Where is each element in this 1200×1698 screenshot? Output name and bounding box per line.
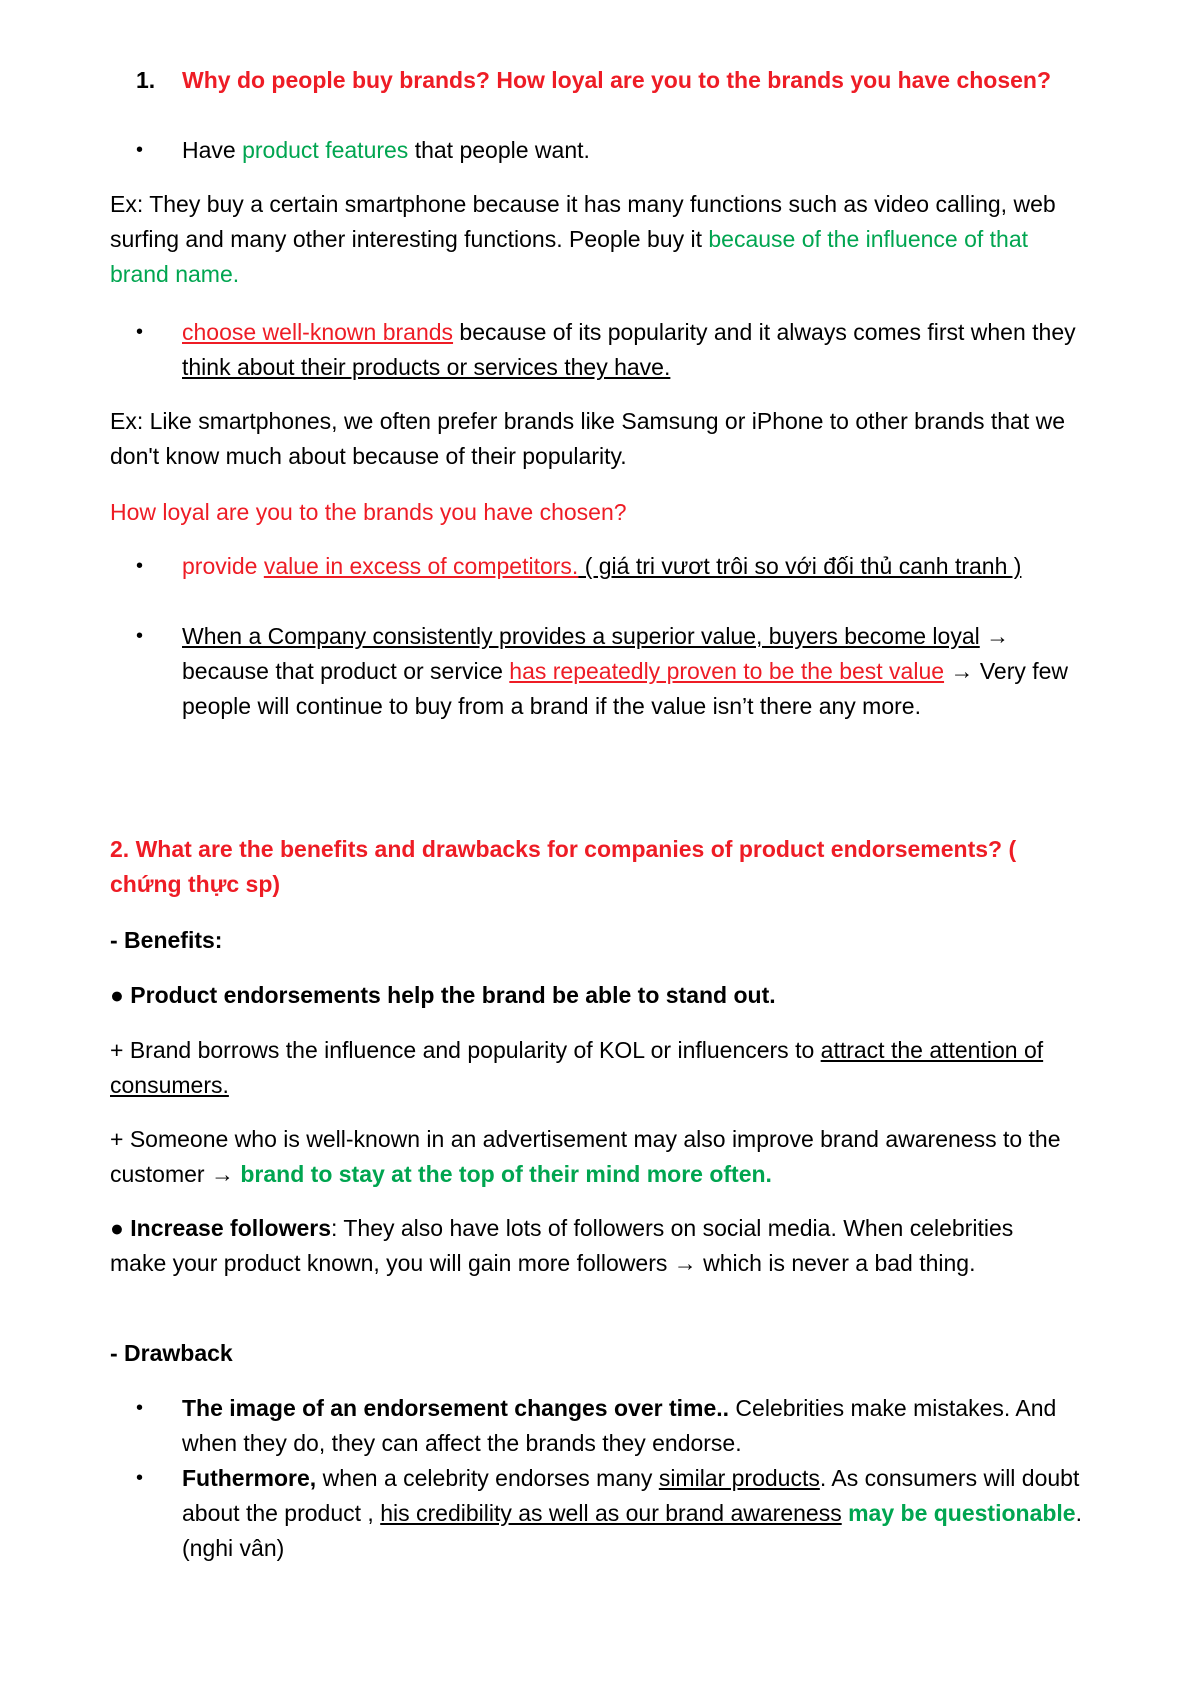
q1-loyal-heading: How loyal are you to the brands you have chosen? (110, 499, 627, 525)
q2-benefits-label: - Benefits: (110, 927, 223, 953)
arrow-right-icon: → (673, 1250, 697, 1276)
round-bullet-icon: ● (110, 1215, 124, 1241)
bullet-icon: • (136, 321, 144, 343)
bullet-icon: • (136, 1397, 144, 1419)
q1-example-2: Ex: Like smartphones, we often prefer brands like Samsung or iPhone to other brands that we don't know much about because of their popularity. (110, 408, 1066, 469)
q1-bullet-well-known: choose well-known brands because of its popularity and it always comes first when they think about their products or services they have. (182, 319, 1076, 380)
bullet-icon: • (136, 139, 144, 161)
bullet-icon: • (136, 625, 144, 647)
bullet-icon: • (136, 1467, 144, 1489)
arrow-right-icon: → (950, 658, 974, 684)
q2-plus-2: + Someone who is well-known in an advertisement may also improve brand awareness to the customer → brand to stay at the top of their mind more often. (110, 1126, 1061, 1187)
q1-bullet-loyal: When a Company consistently provides a superior value, buyers become loyal → because that product or service has repeatedly proven to be the best value → Very few people will continue to buy from a brand if the value isn’t there any more. (182, 623, 1069, 719)
q2-drawback-2: Futhermore, when a celebrity endorses many similar products. As consumers will doubt about the product , his credibility as well as our brand awareness may be questionable. (nghi vân) (182, 1465, 1082, 1561)
arrow-right-icon: → (210, 1161, 234, 1187)
q1-bullet-features: Have product features that people want. (182, 137, 590, 163)
q1-bullet-value: provide value in excess of competitors. ( giá tri vươt trôi so với đối thủ canh tranh ) (182, 553, 1022, 579)
q1-title: Why do people buy brands? How loyal are you to the brands you have chosen? (182, 67, 1052, 93)
q2-drawback-label: - Drawback (110, 1340, 233, 1366)
q1-number: 1. (136, 67, 156, 93)
q2-title: 2. What are the benefits and drawbacks for companies of product endorsements? ( chứng thực sp) (110, 836, 1017, 897)
bullet-icon: • (136, 555, 144, 577)
q2-plus-1: + Brand borrows the influence and popularity of KOL or influencers to attract the attention of consumers. (110, 1037, 1044, 1098)
q2-benefit-point-1: ● Product endorsements help the brand be able to stand out. (110, 982, 776, 1008)
round-bullet-icon: ● (110, 982, 124, 1008)
q1-example-1: Ex: They buy a certain smartphone because it has many functions such as video calling, web surfing and many other interesting functions. People buy it because of the influence of that brand name. (110, 191, 1056, 287)
arrow-right-icon: → (986, 623, 1010, 649)
q2-benefit-point-2: ● Increase followers: They also have lots of followers on social media. When celebrities make your product known, you will gain more followers → which is never a bad thing. (110, 1215, 1014, 1276)
q2-drawback-1: The image of an endorsement changes over time.. Celebrities make mistakes. And when they do, they can affect the brands they endorse. (182, 1395, 1057, 1456)
